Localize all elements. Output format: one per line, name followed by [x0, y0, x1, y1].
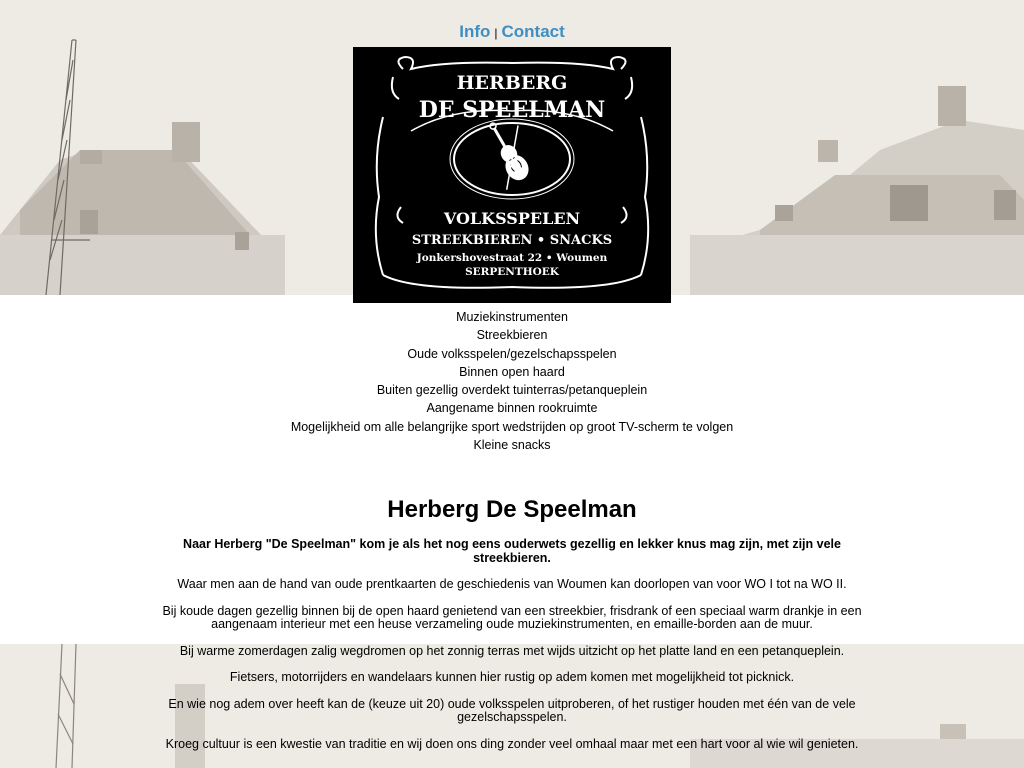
- feature-item: Buiten gezellig overdekt tuinterras/petanqueplein: [376, 383, 648, 398]
- paragraph: Fietsers, motorrijders en wandelaars kunnen hier rustig op adem komen met mogelijkheid tot picknick.: [229, 670, 795, 684]
- logo-line2: DE SPEELMAN: [418, 97, 606, 123]
- feature-item: Mogelijkheid om alle belangrijke sport wedstrijden op groot TV-scherm te volgen: [290, 419, 734, 434]
- page-title: Herberg De Speelman: [387, 496, 637, 523]
- paragraph: Waar men aan de hand van oude prentkaarten de geschiedenis van Woumen kan doorlopen van voor WO I tot na WO II.: [177, 577, 847, 591]
- logo-line4: STREEKBIEREN • SNACKS: [411, 233, 613, 248]
- features-list: [0, 308, 1024, 454]
- logo-line6: SERPENTHOEK: [465, 266, 559, 278]
- info-link[interactable]: Info: [459, 22, 491, 41]
- feature-item: Kleine snacks: [473, 438, 551, 453]
- description: [150, 538, 874, 764]
- top-nav: [0, 22, 1024, 42]
- herberg-logo: [353, 47, 671, 303]
- feature-item: Aangename binnen rookruimte: [426, 401, 598, 416]
- feature-item: Muziekinstrumenten: [456, 310, 568, 324]
- paragraph: Bij warme zomerdagen zalig wegdromen op het zonnig terras met wijds uitzicht op het platte land en een petanqueplein.: [179, 643, 845, 658]
- feature-item: Streekbieren: [476, 328, 548, 343]
- nav-separator: |: [494, 26, 498, 40]
- feature-item: Binnen open haard: [459, 364, 565, 379]
- paragraph: Kroeg cultuur is een kwestie van traditie en wij doen ons ding zonder veel omhaal maar met een hart voor al wie wil genieten.: [165, 736, 859, 751]
- paragraph: En wie nog adem over heeft kan de (keuze uit 20) oude volksspelen uitproberen, of het rustiger houden met één van de vele gezelschapsspelen.: [168, 696, 856, 724]
- contact-link[interactable]: Contact: [501, 22, 565, 41]
- lead-paragraph: Naar Herberg "De Speelman" kom je als het nog eens ouderwets gezellig en lekker knus mag zijn, met zijn vele streekbieren.: [183, 537, 841, 565]
- logo-line3: VOLKSSPELEN: [443, 209, 581, 228]
- paragraph: Bij koude dagen gezellig binnen bij de open haard genietend van een streekbier, frisdrank of een speciaal warm drankje in een aangenaam interieur met een heuse verzameling oude muziekinstrumenten, en emaille-borden aan de muur.: [162, 603, 862, 631]
- feature-item: Oude volksspelen/gezelschapsspelen: [407, 346, 617, 361]
- logo-line5: Jonkershovestraat 22 • Woumen: [416, 252, 608, 264]
- logo-line1: HERBERG: [456, 72, 568, 94]
